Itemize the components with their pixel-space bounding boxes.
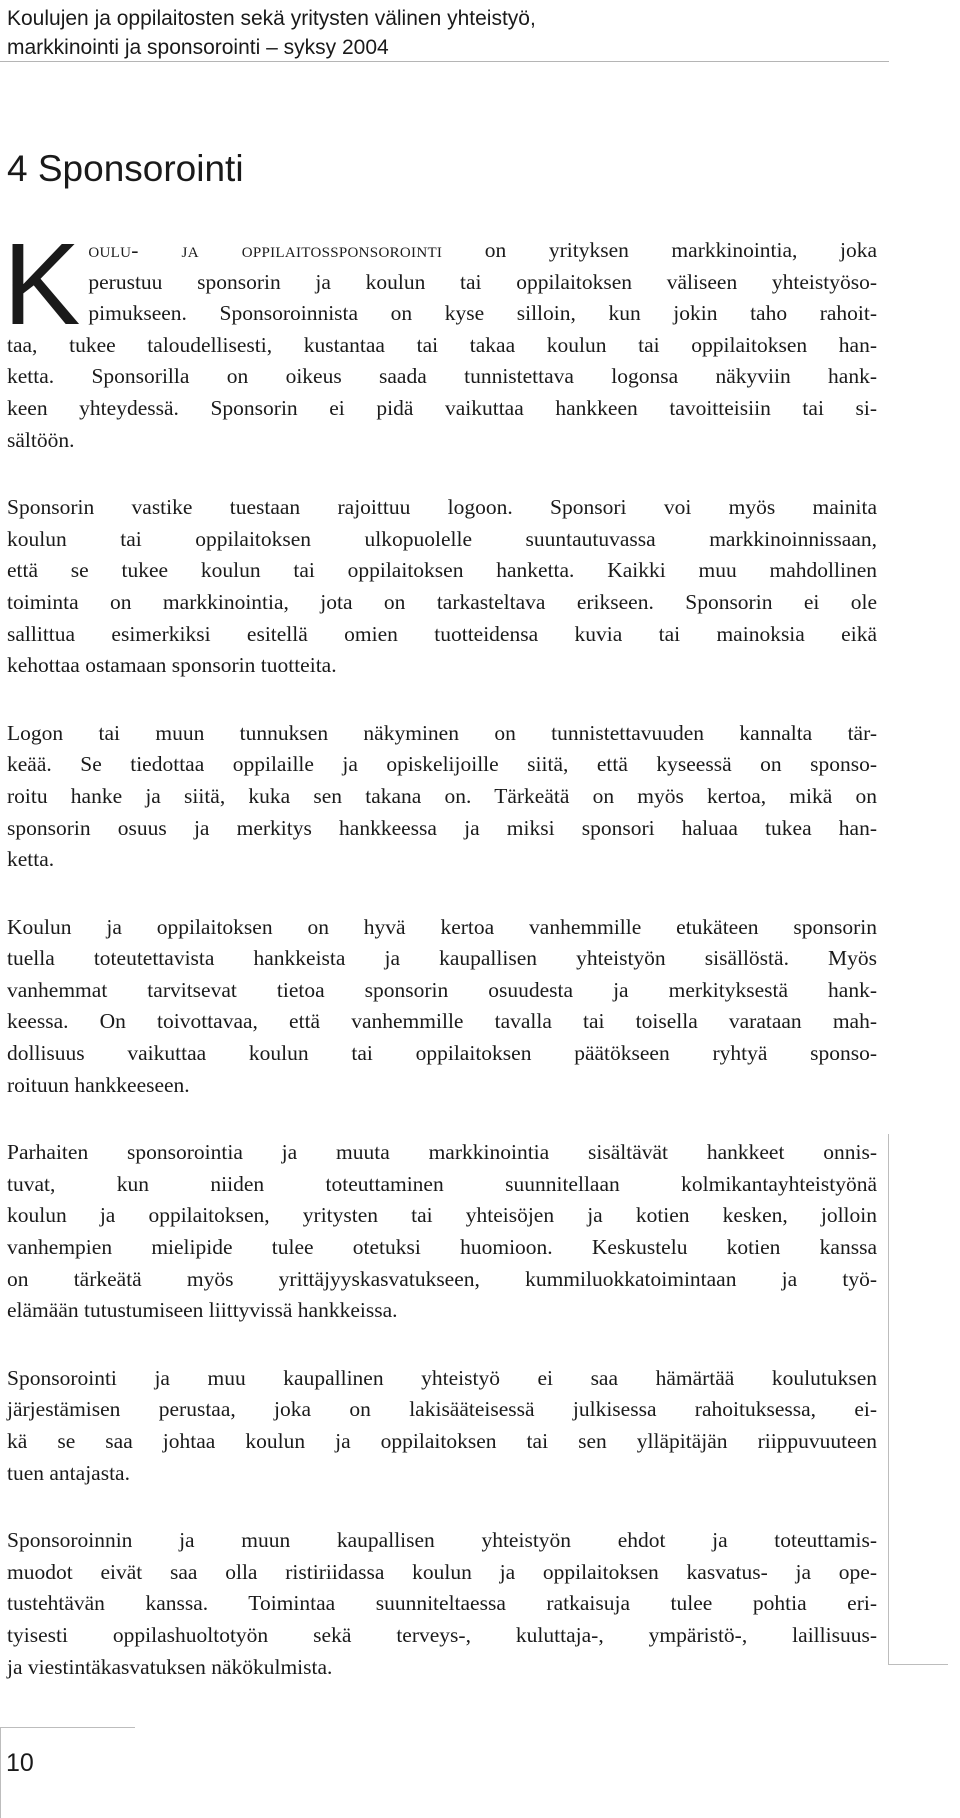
paragraph-line-text: on yrityksen markkinointia, joka [442,238,877,262]
paragraph-1 [3,219,877,456]
paragraph-line: tyisesti oppilashuoltotyön sekä terveys-, kuluttaja-, ympäristö-, laillisuus- [7,1622,877,1647]
paragraph-line: koulun tai oppilaitoksen ulkopuolelle suuntautuvassa markkinoinnissaan, [7,526,877,551]
right-margin-rule-foot [888,1664,948,1665]
paragraph-line: toiminta on markkinointia, jota on tarkasteltava erikseen. Sponsorin ei ole [7,589,877,614]
left-margin-rule [0,1727,1,1818]
paragraph-line: dollisuus vaikuttaa koulun tai oppilaitoksen päätökseen ryhtyä sponso- [7,1041,877,1066]
paragraph-line: tustehtävän kanssa. Toimintaa suunniteltaessa ratkaisuja tulee pohtia eri- [7,1591,877,1616]
paragraph-line: ketta. [7,847,55,872]
paragraph-line: Sponsorointi ja muu kaupallinen yhteistyö ei saa hämärtää koulutuksen [7,1365,877,1390]
paragraph-line: tuella toteutettavista hankkeista ja kaupallisen yhteistyön sisällöstä. Myös [7,946,877,971]
paragraph-line: roituun hankkeeseen. [7,1072,190,1097]
running-header [7,4,907,62]
paragraph-line: Parhaiten sponsorointia ja muuta markkinointia sisältävät hankkeet onnis- [7,1140,877,1165]
paragraph-6 [7,1363,877,1489]
paragraph-line: koulun ja oppilaitoksen, yritysten tai yhteisöjen ja kotien kesken, jolloin [7,1203,877,1228]
paragraph-line: ketta. Sponsorilla on oikeus saada tunnistettava logonsa näkyviin hank- [7,364,877,389]
paragraph-line: Sponsorin vastike tuestaan rajoittuu logoon. Sponsori voi myös mainita [7,495,877,520]
paragraph-3 [7,718,877,876]
paragraph-line: ja viestintäkasvatuksen näkökulmista. [7,1654,333,1679]
paragraph-line: vanhemmat tarvitsevat tietoa sponsorin osuudesta ja merkityksestä hank- [7,977,877,1002]
paragraph-line: taa, tukee taloudellisesti, kustantaa tai takaa koulun tai oppilaitoksen han- [7,332,877,357]
chapter-title: 4 Sponsorointi [7,148,244,189]
running-header-line-1: Koulujen ja oppilaitosten sekä yritysten välinen yhteistyö, [7,7,536,30]
paragraph-4 [7,912,877,1102]
running-header-line-2: markkinointi ja sponsorointi – syksy 2004 [7,36,389,59]
paragraph-line: vanhempien mielipide tulee otetuksi huomioon. Keskustelu kotien kanssa [7,1235,877,1260]
right-margin-rule [888,1134,889,1664]
paragraph-line: keää. Se tiedottaa oppilaille ja opiskelijoille siitä, että kyseessä on sponso- [7,752,877,777]
paragraph-line: Sponsoroinnin ja muun kaupallisen yhteistyön ehdot ja toteuttamis- [7,1528,877,1553]
paragraph-line: tuvat, kun niiden toteuttaminen suunnitellaan kolmikantayhteistyönä [7,1171,877,1196]
paragraph-line [7,235,877,267]
paragraph-line: keen yhteydessä. Sponsorin ei pidä vaikuttaa hankkeen tavoitteisiin tai si- [7,395,877,420]
paragraph-line: kä se saa johtaa koulun ja oppilaitoksen tai sen ylläpitäjän riippuvuuteen [7,1429,877,1453]
paragraph-line: sallittua esimerkiksi esitellä omien tuotteidensa kuvia tai mainoksia eikä [7,621,877,646]
small-caps-lead: oulu- ja oppilaitossponsorointi [88,238,443,262]
paragraph-line: roitu hanke ja siitä, kuka sen takana on. Tärkeätä on myös kertoa, mikä on [7,783,877,808]
paragraph-line: on tärkeätä myös yrittäjyyskasvatukseen, kummiluokkatoimintaan ja työ- [7,1266,877,1291]
paragraph-7 [7,1525,877,1683]
paragraph-line: sponsorin osuus ja merkitys hankkeessa ja miksi sponsori haluaa tukea han- [7,815,877,840]
paragraph-2 [7,492,877,682]
paragraph-line: elämään tutustumiseen liittyvissä hankkeissa. [7,1298,398,1323]
footer-divider [0,1727,135,1728]
paragraph-line: kehottaa ostamaan sponsorin tuotteita. [7,653,337,678]
paragraph-line: tuen antajasta. [7,1460,130,1485]
header-divider [0,61,889,62]
paragraph-line: perustuu sponsorin ja koulun tai oppilaitoksen väliseen yhteistyöso- [88,269,877,294]
drop-cap: K [3,219,81,349]
paragraph-line: Logon tai muun tunnuksen näkyminen on tunnistettavuuden kannalta tär- [7,720,877,745]
paragraph-line: järjestämisen perustaa, joka on lakisääteisessä julkisessa rahoituksessa, ei- [7,1397,877,1422]
body-text [3,219,877,1683]
paragraph-5 [7,1137,877,1327]
paragraph-line: pimukseen. Sponsoroinnista on kyse silloin, kun jokin taho rahoit- [88,301,877,326]
paragraph-line: että se tukee koulun tai oppilaitoksen hanketta. Kaikki muu mahdollinen [7,558,877,583]
paragraph-line: Koulun ja oppilaitoksen on hyvä kertoa vanhemmille etukäteen sponsorin [7,914,877,939]
paragraph-line: keessa. On toivottavaa, että vanhemmille tavalla tai toisella varataan mah- [7,1009,877,1034]
paragraph-line: sältöön. [7,427,75,452]
page-number: 10 [6,1749,34,1777]
paragraph-line: muodot eivät saa olla ristiriidassa koulun ja oppilaitoksen kasvatus- ja ope- [7,1559,877,1584]
